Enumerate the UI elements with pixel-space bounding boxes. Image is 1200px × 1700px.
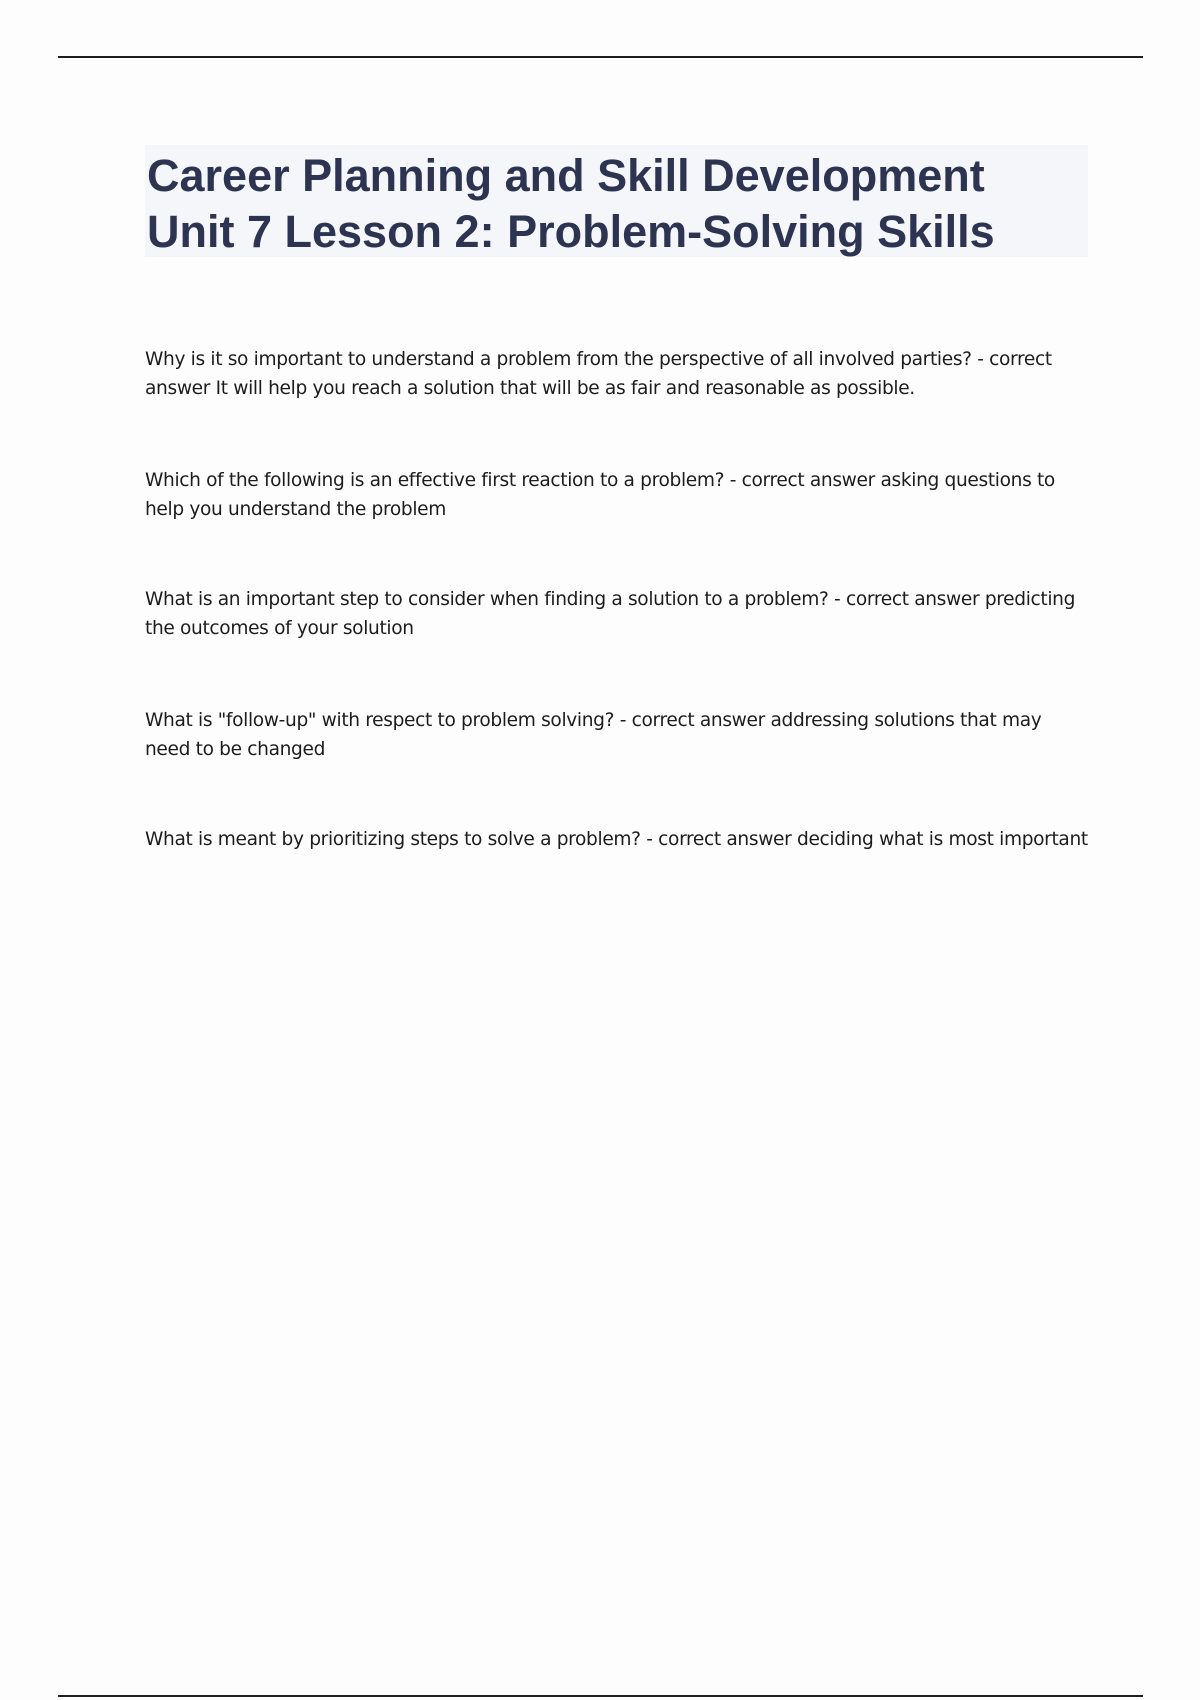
bottom-rule — [58, 1695, 1143, 1697]
title-line-1: Career Planning and Skill Development — [147, 150, 985, 201]
document-title — [145, 145, 1088, 257]
qa-item-4: What is "follow-up" with respect to problem solving? - correct answer addressing solutions that may need to be changed — [145, 710, 1042, 760]
qa-item-1: Why is it so important to understand a problem from the perspective of all involved parties? - correct answer It will help you reach a solution that will be as fair and reasonable as possible. — [145, 349, 1052, 399]
qa-item-2: Which of the following is an effective first reaction to a problem? - correct answer asking questions to help you understand the problem — [145, 470, 1055, 520]
title-line-2: Unit 7 Lesson 2: Problem-Solving Skills — [147, 206, 995, 257]
top-rule — [58, 56, 1143, 58]
qa-item-5: What is meant by prioritizing steps to solve a problem? - correct answer deciding what is most important — [145, 829, 1088, 850]
qa-item-3: What is an important step to consider when finding a solution to a problem? - correct answer predicting the outcomes of your solution — [145, 589, 1076, 639]
